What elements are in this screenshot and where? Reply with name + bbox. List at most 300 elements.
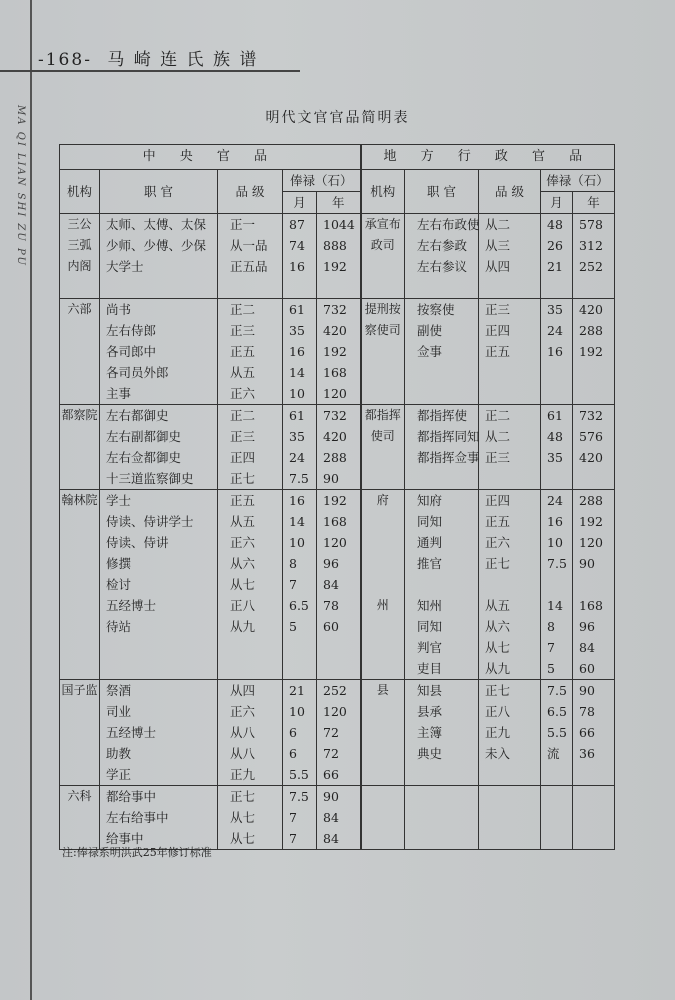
col-office-local: 职 官 <box>405 170 479 214</box>
local-office <box>405 214 479 299</box>
cell-line: 61 <box>547 408 563 423</box>
header-row-1 <box>60 170 615 192</box>
central-rank <box>218 490 283 680</box>
col-salary-local: 俸禄（石） <box>541 170 615 192</box>
cell-line <box>362 616 405 637</box>
footnote: 注:俸禄系明洪武25年修订标准 <box>62 846 212 859</box>
central-office <box>100 490 218 680</box>
cell-line: 三公 <box>67 217 92 231</box>
cell-line: 90 <box>323 789 339 804</box>
cell-line: 给事中 <box>106 831 144 846</box>
cell-line: 192 <box>323 344 347 359</box>
cell-line: 未入 <box>485 746 511 761</box>
cell-line: 61 <box>289 302 305 317</box>
cell-line <box>60 383 99 404</box>
cell-line: 正七 <box>485 683 511 698</box>
cell-line: 从八 <box>230 725 256 740</box>
cell-line: 732 <box>323 408 347 423</box>
local-month <box>541 490 573 680</box>
cell-line: 5 <box>547 661 555 676</box>
cell-line: 5.5 <box>547 725 567 740</box>
cell-line: 从八 <box>230 746 256 761</box>
cell-line: 24 <box>547 323 563 338</box>
cell-line: 知府 <box>417 493 443 508</box>
cell-line: 五经博士 <box>106 725 157 740</box>
cell-line <box>362 511 405 532</box>
cell-line: 72 <box>323 725 339 740</box>
col-institution: 机构 <box>60 170 100 214</box>
cell-line <box>417 574 478 595</box>
cell-line: 左右参政 <box>417 238 468 253</box>
table-band <box>60 490 615 680</box>
cell-line: 288 <box>323 450 347 465</box>
col-salary: 俸禄（石） <box>283 170 361 192</box>
cell-line: 36 <box>579 746 595 761</box>
central-month <box>283 786 317 850</box>
cell-line: 35 <box>289 323 305 338</box>
cell-line: 正六 <box>230 386 256 401</box>
cell-line <box>362 722 405 743</box>
cell-line: 各司员外郎 <box>106 365 169 380</box>
central-month <box>283 680 317 786</box>
cell-line: 太师、太傅、太保 <box>106 217 207 232</box>
cell-line: 576 <box>579 429 603 444</box>
cell-line: 正五 <box>230 493 256 508</box>
cell-line: 都给事中 <box>106 789 157 804</box>
cell-line <box>60 807 99 828</box>
cell-line: 60 <box>579 661 595 676</box>
cell-line: 正二 <box>485 408 511 423</box>
cell-line: 司业 <box>106 704 132 719</box>
local-month <box>541 786 573 850</box>
cell-line: 48 <box>547 429 563 444</box>
cell-line: 从四 <box>485 259 511 274</box>
cell-line: 尚书 <box>106 302 132 317</box>
cell-line: 35 <box>289 429 305 444</box>
cell-line: 192 <box>579 514 603 529</box>
col-institution-local: 机构 <box>361 170 405 214</box>
cell-line: 288 <box>579 493 603 508</box>
cell-line: 判官 <box>417 640 443 655</box>
cell-line: 左右参议 <box>417 259 468 274</box>
cell-line: 74 <box>289 238 305 253</box>
cell-line: 都指挥使 <box>417 408 468 423</box>
cell-line: 14 <box>289 514 305 529</box>
cell-line: 学士 <box>106 493 132 508</box>
cell-line: 正六 <box>230 535 256 550</box>
central-rank <box>218 405 283 490</box>
cell-line: 县承 <box>417 704 443 719</box>
cell-line: 知县 <box>417 683 443 698</box>
cell-line: 120 <box>323 704 347 719</box>
cell-line: 120 <box>323 535 347 550</box>
cell-line: 侍读、侍讲 <box>106 535 169 550</box>
cell-line: 内阁 <box>67 259 92 273</box>
cell-line: 16 <box>547 344 563 359</box>
local-month <box>541 680 573 786</box>
local-rank <box>479 490 541 680</box>
cell-line: 正七 <box>230 471 256 486</box>
cell-line <box>60 764 99 785</box>
cell-line: 5 <box>289 619 297 634</box>
cell-line <box>60 426 99 447</box>
cell-line: 侍读、侍讲学士 <box>106 514 194 529</box>
cell-line: 正五 <box>230 344 256 359</box>
cell-line: 正五 <box>485 514 511 529</box>
cell-line: 6.5 <box>547 704 567 719</box>
central-rank <box>218 214 283 299</box>
table-band <box>60 405 615 490</box>
cell-line: 21 <box>289 683 305 698</box>
cell-line: 从九 <box>485 661 511 676</box>
cell-line: 国子监 <box>61 683 98 697</box>
cell-line: 十三道监察御史 <box>106 471 194 486</box>
cell-line: 左右都御史 <box>106 408 169 423</box>
cell-line: 10 <box>289 386 305 401</box>
cell-line: 正四 <box>230 450 256 465</box>
cell-line: 五经博士 <box>106 598 157 613</box>
cell-line: 从一品 <box>230 238 268 253</box>
local-month <box>541 405 573 490</box>
cell-line: 各司郎中 <box>106 344 157 359</box>
cell-line: 420 <box>323 323 347 338</box>
cell-line: 14 <box>289 365 305 380</box>
cell-line <box>579 574 614 595</box>
cell-line: 左右副都御史 <box>106 429 182 444</box>
central-year <box>317 214 361 299</box>
cell-line: 流 <box>547 746 560 761</box>
cell-line: 六科 <box>67 789 92 803</box>
cell-line: 从七 <box>485 640 511 655</box>
cell-line: 168 <box>579 598 603 613</box>
central-office <box>100 299 218 405</box>
cell-line: 都指挥同知 <box>417 429 480 444</box>
cell-line: 21 <box>547 259 563 274</box>
cell-line: 按察使 <box>417 302 455 317</box>
local-office <box>405 680 479 786</box>
table-band <box>60 786 615 850</box>
central-section-title: 中 央 官 品 <box>60 145 361 170</box>
margin-rule <box>30 0 32 1000</box>
cell-line <box>60 320 99 341</box>
cell-line: 16 <box>547 514 563 529</box>
cell-line: 420 <box>579 450 603 465</box>
cell-line <box>362 447 405 468</box>
cell-line <box>362 574 405 595</box>
cell-line: 从二 <box>485 217 511 232</box>
cell-line: 左右佥都御史 <box>106 450 182 465</box>
cell-line: 78 <box>579 704 595 719</box>
cell-line: 90 <box>579 683 595 698</box>
col-office: 职 官 <box>100 170 218 214</box>
col-year-local: 年 <box>573 192 615 214</box>
central-month <box>283 214 317 299</box>
table-band <box>60 214 615 299</box>
cell-line <box>362 701 405 722</box>
col-rank: 品 级 <box>218 170 283 214</box>
cell-line: 从六 <box>230 556 256 571</box>
cell-line: 16 <box>289 259 305 274</box>
rank-table <box>59 144 615 850</box>
cell-line <box>362 532 405 553</box>
central-institution <box>60 405 100 490</box>
cell-line: 1044 <box>323 217 355 232</box>
cell-line: 24 <box>547 493 563 508</box>
table-title: 明代文官官品简明表 <box>265 110 410 126</box>
central-year <box>317 490 361 680</box>
cell-line: 正九 <box>485 725 511 740</box>
cell-line <box>60 722 99 743</box>
cell-line <box>60 362 99 383</box>
cell-line: 24 <box>289 450 305 465</box>
central-institution <box>60 214 100 299</box>
cell-line: 84 <box>323 810 339 825</box>
cell-line: 助教 <box>106 746 132 761</box>
cell-line: 66 <box>323 767 339 782</box>
section-row <box>60 145 615 170</box>
cell-line <box>60 511 99 532</box>
cell-line: 都指挥佥事 <box>417 450 480 465</box>
cell-line: 35 <box>547 302 563 317</box>
cell-line: 96 <box>579 619 595 634</box>
cell-line: 7.5 <box>289 789 309 804</box>
central-institution <box>60 490 100 680</box>
table-band <box>60 680 615 786</box>
local-month <box>541 299 573 405</box>
cell-line: 正二 <box>230 302 256 317</box>
cell-line <box>362 256 405 277</box>
cell-line: 正二 <box>230 408 256 423</box>
local-institution <box>361 490 405 680</box>
cell-line: 学正 <box>106 767 132 782</box>
cell-line <box>60 616 99 637</box>
cell-line: 吏目 <box>417 661 443 676</box>
central-year <box>317 405 361 490</box>
local-month <box>541 214 573 299</box>
cell-line: 修撰 <box>106 556 132 571</box>
col-month: 月 <box>283 192 317 214</box>
cell-line: 正三 <box>230 429 256 444</box>
local-rank <box>479 786 541 850</box>
cell-line: 48 <box>547 217 563 232</box>
cell-line: 8 <box>547 619 555 634</box>
cell-line: 正六 <box>485 535 511 550</box>
cell-line: 16 <box>289 493 305 508</box>
cell-line: 84 <box>323 577 339 592</box>
cell-line: 7 <box>547 640 555 655</box>
cell-line: 84 <box>323 831 339 846</box>
cell-line: 祭酒 <box>106 683 132 698</box>
cell-line: 7.5 <box>547 556 567 571</box>
cell-line: 从六 <box>485 619 511 634</box>
cell-line: 正四 <box>485 323 511 338</box>
cell-line <box>362 658 405 679</box>
cell-line: 县 <box>376 683 389 697</box>
cell-line: 同知 <box>417 619 443 634</box>
cell-line: 正八 <box>485 704 511 719</box>
cell-line <box>362 362 405 383</box>
cell-line: 少师、少傅、少保 <box>106 238 207 253</box>
cell-line: 左右侍郎 <box>106 323 157 338</box>
cell-line: 州 <box>376 598 389 612</box>
cell-line: 7.5 <box>547 683 567 698</box>
side-text: MA QI LIAN SHI ZU PU <box>15 105 26 267</box>
cell-line: 从九 <box>230 619 256 634</box>
rank-table-wrapper <box>59 144 614 846</box>
cell-line: 120 <box>323 386 347 401</box>
cell-line: 72 <box>323 746 339 761</box>
page-number: -168- <box>38 50 92 70</box>
central-institution <box>60 786 100 850</box>
local-year <box>573 786 615 850</box>
cell-line: 六部 <box>67 302 92 316</box>
cell-line: 正五 <box>485 344 511 359</box>
cell-line: 96 <box>323 556 339 571</box>
central-office <box>100 680 218 786</box>
local-institution <box>361 680 405 786</box>
table-band <box>60 299 615 405</box>
book-title: 马 崎 连 氏 族 谱 <box>107 50 259 70</box>
cell-line: 6.5 <box>289 598 309 613</box>
cell-line: 检讨 <box>106 577 132 592</box>
cell-line: 提刑按察使司 <box>364 302 401 337</box>
cell-line: 168 <box>323 514 347 529</box>
central-office <box>100 786 218 850</box>
cell-line: 90 <box>323 471 339 486</box>
cell-line: 从七 <box>230 577 256 592</box>
cell-line: 66 <box>579 725 595 740</box>
cell-line: 7.5 <box>289 471 309 486</box>
cell-line: 192 <box>579 344 603 359</box>
cell-line: 从五 <box>485 598 511 613</box>
cell-line: 420 <box>579 302 603 317</box>
local-year <box>573 299 615 405</box>
cell-line <box>362 553 405 574</box>
cell-line: 84 <box>579 640 595 655</box>
cell-line <box>60 743 99 764</box>
cell-line: 府 <box>376 493 389 507</box>
central-office <box>100 405 218 490</box>
cell-line: 从二 <box>485 429 511 444</box>
local-year <box>573 680 615 786</box>
central-month <box>283 299 317 405</box>
local-office <box>405 490 479 680</box>
cell-line: 正三 <box>485 302 511 317</box>
page-header <box>38 45 258 70</box>
cell-line: 从七 <box>230 831 256 846</box>
cell-line: 从三 <box>485 238 511 253</box>
cell-line: 10 <box>289 704 305 719</box>
local-year <box>573 214 615 299</box>
cell-line: 正三 <box>485 450 511 465</box>
cell-line: 正七 <box>230 789 256 804</box>
cell-line: 732 <box>579 408 603 423</box>
cell-line: 578 <box>579 217 603 232</box>
central-year <box>317 680 361 786</box>
cell-line: 90 <box>579 556 595 571</box>
cell-line <box>60 701 99 722</box>
cell-line: 7 <box>289 831 297 846</box>
central-rank <box>218 680 283 786</box>
cell-line: 正三 <box>230 323 256 338</box>
cell-line <box>547 574 572 595</box>
cell-line: 7 <box>289 810 297 825</box>
cell-line: 翰林院 <box>61 493 98 507</box>
cell-line: 承宣布政司 <box>364 217 401 252</box>
cell-line: 从七 <box>230 810 256 825</box>
cell-line <box>485 574 540 595</box>
col-year: 年 <box>317 192 361 214</box>
central-year <box>317 299 361 405</box>
cell-line: 典史 <box>417 746 443 761</box>
cell-line <box>60 595 99 616</box>
cell-line: 60 <box>323 619 339 634</box>
col-rank-local: 品 级 <box>479 170 541 214</box>
cell-line: 168 <box>323 365 347 380</box>
central-year <box>317 786 361 850</box>
cell-line: 从四 <box>230 683 256 698</box>
cell-line: 10 <box>547 535 563 550</box>
cell-line: 14 <box>547 598 563 613</box>
cell-line <box>60 447 99 468</box>
cell-line: 都察院 <box>61 408 98 422</box>
cell-line: 大学士 <box>106 259 144 274</box>
cell-line <box>60 341 99 362</box>
cell-line: 7 <box>289 577 297 592</box>
local-office <box>405 786 479 850</box>
cell-line: 252 <box>579 259 603 274</box>
central-office <box>100 214 218 299</box>
cell-line: 5.5 <box>289 767 309 782</box>
central-rank <box>218 786 283 850</box>
cell-line: 三弧 <box>67 238 92 252</box>
cell-line: 888 <box>323 238 347 253</box>
central-institution <box>60 680 100 786</box>
cell-line: 61 <box>289 408 305 423</box>
cell-line: 从五 <box>230 365 256 380</box>
central-institution <box>60 299 100 405</box>
local-year <box>573 405 615 490</box>
local-office <box>405 299 479 405</box>
cell-line <box>60 574 99 595</box>
cell-line: 78 <box>323 598 339 613</box>
cell-line: 6 <box>289 746 297 761</box>
cell-line: 288 <box>579 323 603 338</box>
cell-line: 35 <box>547 450 563 465</box>
cell-line: 87 <box>289 217 305 232</box>
cell-line <box>362 468 405 489</box>
cell-line <box>60 553 99 574</box>
cell-line: 推官 <box>417 556 443 571</box>
cell-line: 通判 <box>417 535 443 550</box>
cell-line: 732 <box>323 302 347 317</box>
cell-line: 正八 <box>230 598 256 613</box>
local-institution <box>361 405 405 490</box>
cell-line <box>60 532 99 553</box>
cell-line: 120 <box>579 535 603 550</box>
cell-line: 192 <box>323 259 347 274</box>
cell-line <box>60 468 99 489</box>
cell-line: 312 <box>579 238 603 253</box>
cell-line: 252 <box>323 683 347 698</box>
col-month-local: 月 <box>541 192 573 214</box>
central-rank <box>218 299 283 405</box>
cell-line: 都指挥使司 <box>364 408 401 443</box>
cell-line: 正五品 <box>230 259 268 274</box>
central-month <box>283 490 317 680</box>
cell-line: 26 <box>547 238 563 253</box>
cell-line: 192 <box>323 493 347 508</box>
